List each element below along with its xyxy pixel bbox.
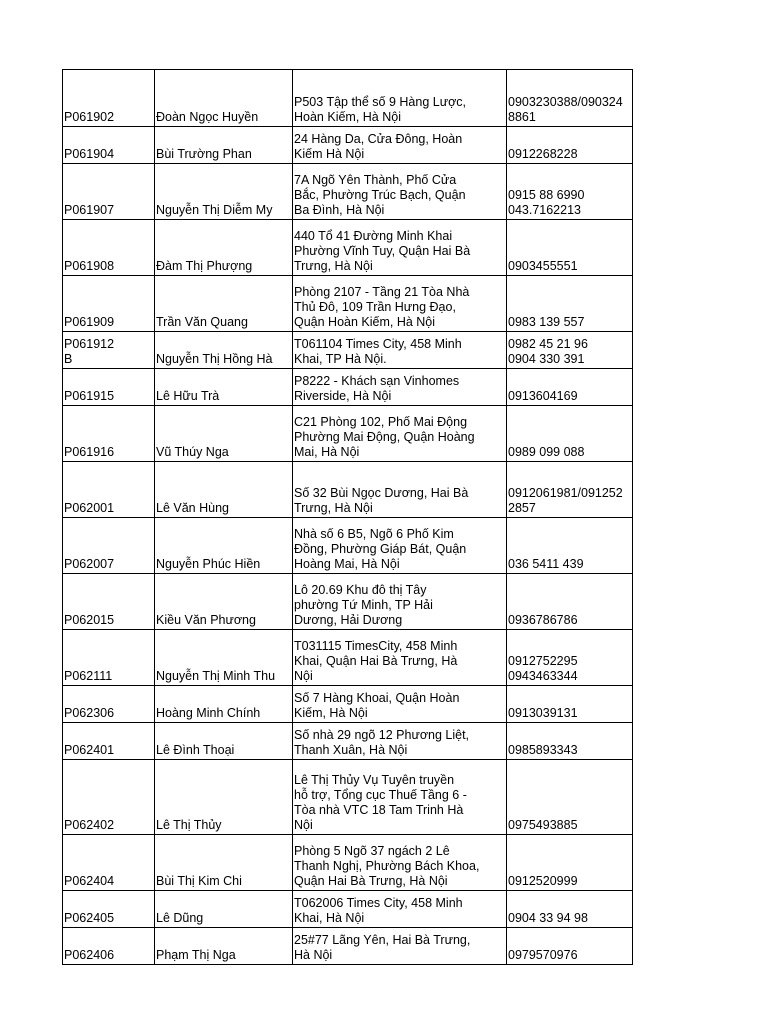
table-row: [63, 574, 633, 630]
phone-cell[interactable]: 0985893343: [507, 723, 633, 760]
phone-cell[interactable]: 0982 45 21 96 0904 330 391: [507, 332, 633, 369]
phone-cell[interactable]: 0912061981/091252 2857: [507, 462, 633, 518]
phone-cell[interactable]: 0979570976: [507, 928, 633, 965]
customer-code-cell[interactable]: P062001: [63, 462, 155, 518]
address-cell[interactable]: P503 Tập thể số 9 Hàng Lược, Hoàn Kiếm, Hà Nội: [293, 70, 507, 127]
phone-cell[interactable]: 0915 88 6990 043.7162213: [507, 164, 633, 220]
phone-cell[interactable]: 0913039131: [507, 686, 633, 723]
phone-cell[interactable]: 0989 099 088: [507, 406, 633, 462]
customer-name-cell[interactable]: Lê Đình Thoại: [155, 723, 293, 760]
phone-cell[interactable]: 0936786786: [507, 574, 633, 630]
phone-cell[interactable]: 0903455551: [507, 220, 633, 276]
phone-cell[interactable]: 036 5411 439: [507, 518, 633, 574]
customer-code-cell[interactable]: P061916: [63, 406, 155, 462]
table-row: [63, 835, 633, 891]
table-row: [63, 928, 633, 965]
customer-name-cell[interactable]: Nguyễn Phúc Hiền: [155, 518, 293, 574]
address-cell[interactable]: Số 32 Bùi Ngọc Dương, Hai Bà Trưng, Hà Nội: [293, 462, 507, 518]
phone-cell[interactable]: 0912520999: [507, 835, 633, 891]
table-row: [63, 891, 633, 928]
address-cell[interactable]: T031115 TimesCity, 458 Minh Khai, Quận Hai Bà Trưng, Hà Nội: [293, 630, 507, 686]
customer-name-cell[interactable]: Kiều Văn Phương: [155, 574, 293, 630]
customer-name-cell[interactable]: Bùi Thị Kim Chi: [155, 835, 293, 891]
address-cell[interactable]: Nhà số 6 B5, Ngõ 6 Phố Kim Đồng, Phường Giáp Bát, Quận Hoàng Mai, Hà Nội: [293, 518, 507, 574]
table-row: [63, 332, 633, 369]
address-cell[interactable]: Lô 20.69 Khu đô thị Tây phường Tứ Minh, TP Hải Dương, Hải Dương: [293, 574, 507, 630]
customer-name-cell[interactable]: Nguyễn Thị Hồng Hà: [155, 332, 293, 369]
table-row: [63, 462, 633, 518]
table-row: [63, 369, 633, 406]
customer-code-cell[interactable]: P061912 B: [63, 332, 155, 369]
customer-name-cell[interactable]: Nguyễn Thị Minh Thu: [155, 630, 293, 686]
address-cell[interactable]: 7A Ngõ Yên Thành, Phố Cửa Bắc, Phường Trúc Bạch, Quận Ba Đình, Hà Nội: [293, 164, 507, 220]
customer-name-cell[interactable]: Trần Văn Quang: [155, 276, 293, 332]
customer-code-cell[interactable]: P061909: [63, 276, 155, 332]
contact-table-body: [63, 70, 633, 965]
table-row: [63, 760, 633, 835]
customer-name-cell[interactable]: Lê Văn Hùng: [155, 462, 293, 518]
contact-table: [62, 69, 633, 965]
customer-code-cell[interactable]: P061908: [63, 220, 155, 276]
table-row: [63, 164, 633, 220]
customer-name-cell[interactable]: Lê Hữu Trà: [155, 369, 293, 406]
table-row: [63, 518, 633, 574]
customer-name-cell[interactable]: Hoàng Minh Chính: [155, 686, 293, 723]
address-cell[interactable]: T061104 Times City, 458 Minh Khai, TP Hà Nội.: [293, 332, 507, 369]
customer-name-cell[interactable]: Lê Dũng: [155, 891, 293, 928]
address-cell[interactable]: Số nhà 29 ngõ 12 Phương Liệt, Thanh Xuân, Hà Nội: [293, 723, 507, 760]
table-row: [63, 406, 633, 462]
customer-name-cell[interactable]: Lê Thị Thủy: [155, 760, 293, 835]
table-row: [63, 220, 633, 276]
table-row: [63, 127, 633, 164]
customer-name-cell[interactable]: Đoàn Ngọc Huyền: [155, 70, 293, 127]
customer-code-cell[interactable]: P061915: [63, 369, 155, 406]
customer-code-cell[interactable]: P062404: [63, 835, 155, 891]
address-cell[interactable]: 24 Hàng Da, Cửa Đông, Hoàn Kiếm Hà Nội: [293, 127, 507, 164]
table-row: [63, 723, 633, 760]
customer-code-cell[interactable]: P062111: [63, 630, 155, 686]
customer-code-cell[interactable]: P062007: [63, 518, 155, 574]
address-cell[interactable]: 25#77 Lãng Yên, Hai Bà Trưng, Hà Nội: [293, 928, 507, 965]
address-cell[interactable]: T062006 Times City, 458 Minh Khai, Hà Nội: [293, 891, 507, 928]
customer-code-cell[interactable]: P061902: [63, 70, 155, 127]
customer-code-cell[interactable]: P062402: [63, 760, 155, 835]
address-cell[interactable]: P8222 - Khách sạn Vinhomes Riverside, Hà Nội: [293, 369, 507, 406]
address-cell[interactable]: Phòng 2107 - Tầng 21 Tòa Nhà Thủ Đô, 109 Trần Hưng Đạo, Quận Hoàn Kiếm, Hà Nội: [293, 276, 507, 332]
customer-code-cell[interactable]: P061904: [63, 127, 155, 164]
phone-cell[interactable]: 0983 139 557: [507, 276, 633, 332]
table-row: [63, 70, 633, 127]
phone-cell[interactable]: 0975493885: [507, 760, 633, 835]
customer-name-cell[interactable]: Nguyễn Thị Diễm My: [155, 164, 293, 220]
table-row: [63, 276, 633, 332]
phone-cell[interactable]: 0912752295 0943463344: [507, 630, 633, 686]
address-cell[interactable]: 440 Tổ 41 Đường Minh Khai Phường Vĩnh Tuy, Quận Hai Bà Trưng, Hà Nội: [293, 220, 507, 276]
customer-code-cell[interactable]: P062015: [63, 574, 155, 630]
customer-name-cell[interactable]: Bùi Trường Phan: [155, 127, 293, 164]
phone-cell[interactable]: 0913604169: [507, 369, 633, 406]
phone-cell[interactable]: 0903230388/090324 8861: [507, 70, 633, 127]
customer-code-cell[interactable]: P062405: [63, 891, 155, 928]
customer-code-cell[interactable]: P062306: [63, 686, 155, 723]
address-cell[interactable]: Số 7 Hàng Khoai, Quận Hoàn Kiếm, Hà Nội: [293, 686, 507, 723]
phone-cell[interactable]: 0904 33 94 98: [507, 891, 633, 928]
address-cell[interactable]: Lê Thị Thủy Vụ Tuyên truyền hỗ trợ, Tổng cục Thuế Tầng 6 - Tòa nhà VTC 18 Tam Trinh Hà Nội: [293, 760, 507, 835]
address-cell[interactable]: C21 Phòng 102, Phố Mai Động Phường Mai Động, Quận Hoàng Mai, Hà Nội: [293, 406, 507, 462]
customer-name-cell[interactable]: Đàm Thị Phượng: [155, 220, 293, 276]
address-cell[interactable]: Phòng 5 Ngõ 37 ngách 2 Lê Thanh Nghị, Phường Bách Khoa, Quận Hai Bà Trưng, Hà Nội: [293, 835, 507, 891]
phone-cell[interactable]: 0912268228: [507, 127, 633, 164]
customer-name-cell[interactable]: Phạm Thị Nga: [155, 928, 293, 965]
customer-name-cell[interactable]: Vũ Thúy Nga: [155, 406, 293, 462]
customer-code-cell[interactable]: P061907: [63, 164, 155, 220]
customer-code-cell[interactable]: P062401: [63, 723, 155, 760]
table-row: [63, 630, 633, 686]
table-row: [63, 686, 633, 723]
customer-code-cell[interactable]: P062406: [63, 928, 155, 965]
